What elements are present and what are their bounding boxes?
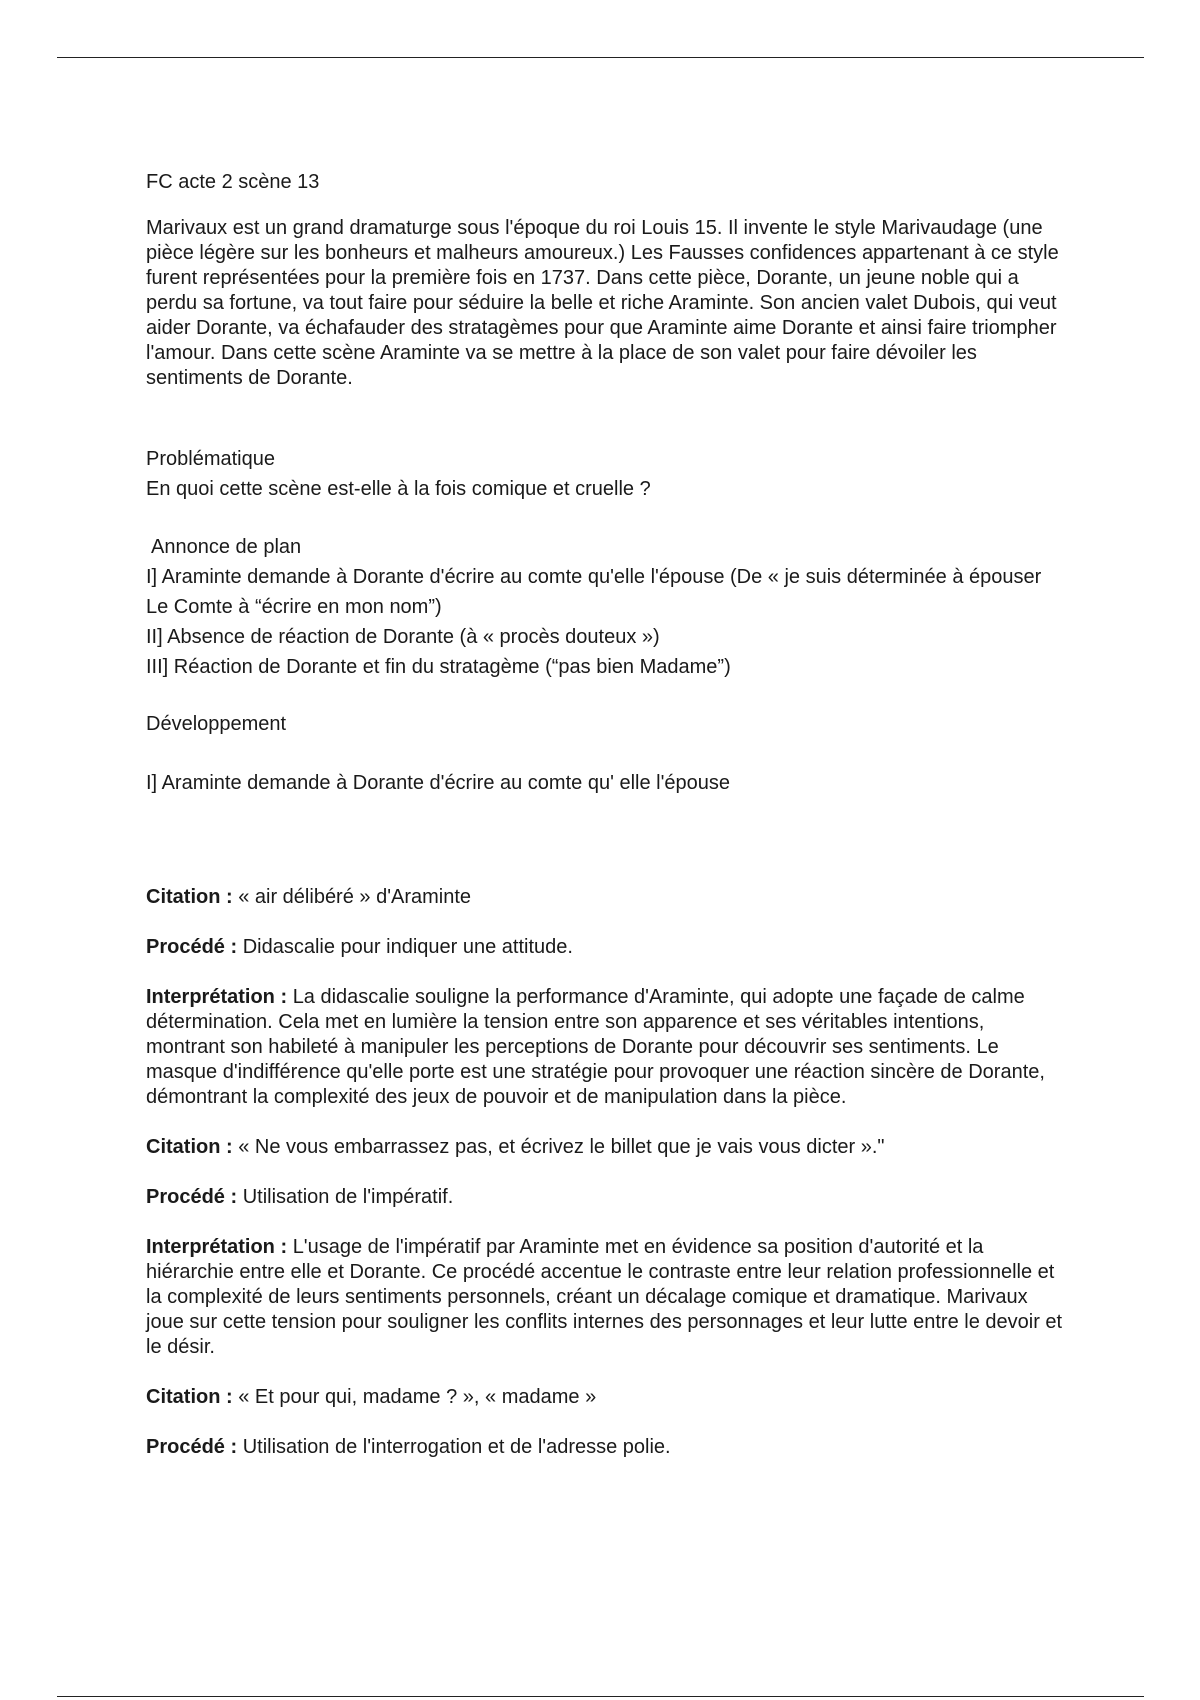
procede-2 — [146, 1185, 1066, 1210]
citation-text: « Ne vous embarrassez pas, et écrivez le billet que je vais vous dicter »." — [238, 1136, 885, 1158]
document-title: FC acte 2 scène 13 — [146, 171, 320, 193]
procede-label: Procédé : — [146, 936, 238, 958]
citation-text: « Et pour qui, madame ? », « madame » — [238, 1386, 597, 1408]
citation-label: Citation : — [146, 1386, 233, 1408]
citation-1 — [146, 885, 1066, 910]
citation-text: « air délibéré » d'Araminte — [238, 886, 472, 908]
procede-1 — [146, 935, 1066, 960]
citation-label: Citation : — [146, 886, 233, 908]
document-page — [146, 170, 1066, 1460]
interpretation-1 — [146, 985, 1066, 1110]
plan-item-3: III] Réaction de Dorante et fin du stratagème (“pas bien Madame”) — [146, 656, 731, 678]
plan-item-1: I] Araminte demande à Dorante d'écrire au comte qu'elle l'épouse (De « je suis déterminée à épouser Le Comte à “écrire en mon nom”) — [146, 566, 1042, 618]
procede-label: Procédé : — [146, 1186, 238, 1208]
citation-label: Citation : — [146, 1136, 233, 1158]
citation-2 — [146, 1135, 1066, 1160]
procede-text: Utilisation de l'interrogation et de l'adresse polie. — [242, 1436, 671, 1458]
problematique-heading: Problématique — [146, 448, 275, 470]
plan-item-2: II] Absence de réaction de Dorante (à « procès douteux ») — [146, 626, 660, 648]
plan-heading: Annonce de plan — [151, 536, 302, 558]
bottom-rule — [57, 1696, 1144, 1697]
interpretation-label: Interprétation : — [146, 986, 288, 1008]
problematique-question: En quoi cette scène est-elle à la fois comique et cruelle ? — [146, 478, 651, 500]
procede-text: Didascalie pour indiquer une attitude. — [242, 936, 573, 958]
part1-title: I] Araminte demande à Dorante d'écrire au comte qu' elle l'épouse — [146, 772, 731, 794]
procede-text: Utilisation de l'impératif. — [242, 1186, 454, 1208]
procede-3 — [146, 1435, 1066, 1460]
citation-3 — [146, 1385, 1066, 1410]
interpretation-text: La didascalie souligne la performance d'Araminte, qui adopte une façade de calme détermination. Cela met en lumière la tension entre son apparence et ses véritables intentions, montrant son habileté à manipuler les perceptions de Dorante pour découvrir ses sentiments. Le masque d'indifférence qu'elle porte est une stratégie pour provoquer une réaction sincère de Dorante, démontrant la complexité des jeux de pouvoir et de manipulation dans la pièce. — [146, 986, 1045, 1108]
top-rule — [57, 57, 1144, 58]
interpretation-text: L'usage de l'impératif par Araminte met en évidence sa position d'autorité et la hiérarchie entre elle et Dorante. Ce procédé accentue le contraste entre leur relation professionnelle et la complexité de leurs sentiments personnels, créant un décalage comique et dramatique. Marivaux joue sur cette tension pour souligner les conflits internes des personnages et leur lutte entre le devoir et le désir. — [146, 1236, 1063, 1358]
interpretation-2 — [146, 1235, 1066, 1360]
developpement-heading: Développement — [146, 713, 287, 735]
intro-paragraph: Marivaux est un grand dramaturge sous l'époque du roi Louis 15. Il invente le style Marivaudage (une pièce légère sur les bonheurs et malheurs amoureux.) Les Fausses confidences appartenant à ce style furent représentées pour la première fois en 1737. Dans cette pièce, Dorante, un jeune noble qui a perdu sa fortune, va tout faire pour séduire la belle et riche Araminte. Son ancien valet Dubois, qui veut aider Dorante, va échafauder des stratagèmes pour que Araminte aime Dorante et ainsi faire triompher l'amour. Dans cette scène Araminte va se mettre à la place de son valet pour faire dévoiler les sentiments de Dorante. — [146, 217, 1059, 389]
procede-label: Procédé : — [146, 1436, 238, 1458]
interpretation-label: Interprétation : — [146, 1236, 288, 1258]
